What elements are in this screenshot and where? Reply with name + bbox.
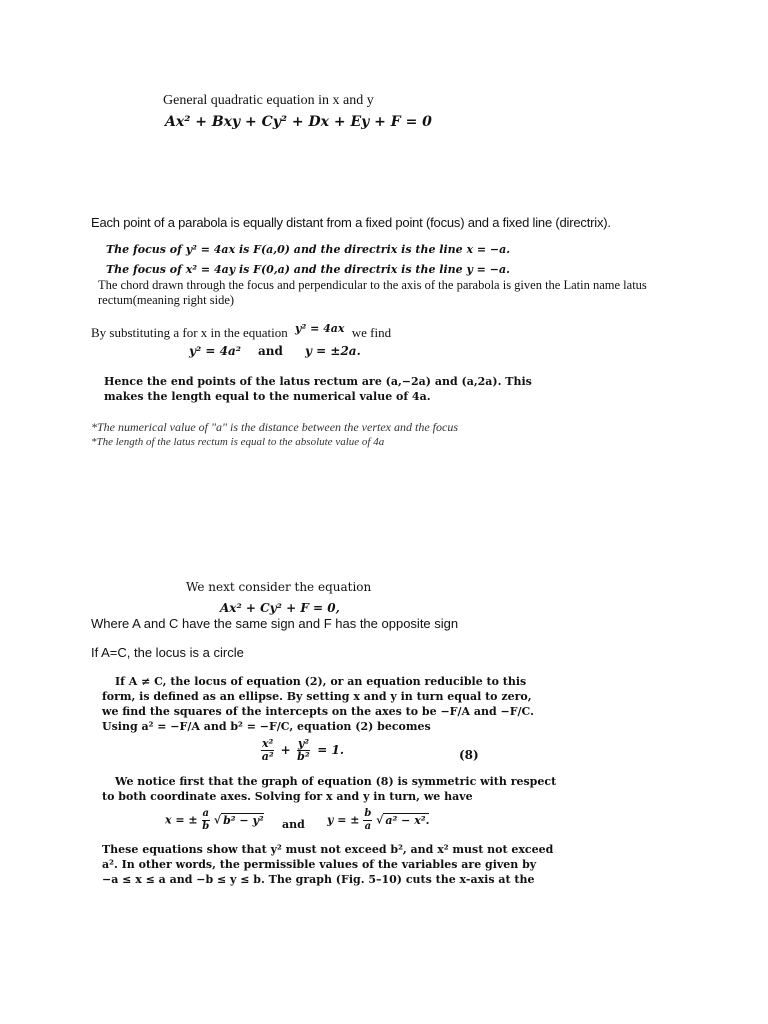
solution-x-radicand: b² − y² [223,813,264,827]
solution-y-lhs: y = ± [327,813,360,827]
same-sign-condition: Where A and C have the same sign and F has the opposite sign [91,616,459,631]
general-quadratic-equation: Ax² + Bxy + Cy² + Dx + Ey + F = 0 [165,114,432,130]
circle-condition: If A=C, the locus is a circle [91,645,244,660]
note-numerical-value-a: *The numerical value of "a" is the distance between the vertex and the focus [91,420,458,434]
parabola-focus-line-1: The focus of y² = 4ax is F(a,0) and the directrix is the line x = −a. [106,243,511,256]
equation-8-x-denominator: a² [261,750,274,763]
latus-rectum-endpoints-line-2: makes the length equal to the numerical value of 4a. [104,390,431,403]
solution-y-fraction [363,808,372,833]
substitution-intro [91,322,392,341]
sqrt-icon: √ [213,813,222,827]
solution-y-radicand: a² − x². [385,813,430,827]
equation-8-y-fraction [297,738,310,763]
parabola-definition: Each point of a parabola is equally distant from a fixed point (focus) and a fixed line (directrix). [91,215,611,230]
ellipse-para1-line2: form, is defined as an ellipse. By setting x and y in turn equal to zero, [102,690,532,703]
solution-and: and [282,818,305,831]
ellipse-para2-line2: to both coordinate axes. Solving for x and y in turn, we have [102,790,473,803]
substitution-result-and: and [258,344,283,358]
ellipse-para1-line3: we find the squares of the intercepts on the axes to be −F/A and −F/C. [102,705,534,718]
ellipse-para2-line1: We notice first that the graph of equation (8) is symmetric with respect [115,775,557,788]
general-quadratic-heading: General quadratic equation in x and y [163,93,374,108]
equation-8-plus: + [280,743,291,757]
ellipse-para3-line3: −a ≤ x ≤ a and −b ≤ y ≤ b. The graph (Fig. 5–10) cuts the x-axis at the [102,873,535,886]
equation-8-y-denominator: b² [297,750,310,763]
ellipse-general-equation: Ax² + Cy² + F = 0, [220,601,340,615]
latus-rectum-definition-line-2: rectum(meaning right side) [98,293,235,307]
substitution-intro-equation: y² = 4ax [295,322,345,335]
sqrt-icon: √ [376,813,384,827]
equation-8-rhs: = 1. [317,743,344,757]
solution-y-numerator: b [364,808,372,819]
ellipse-para3-line2: a². In other words, the permissible values of the variables are given by [102,858,537,871]
substitution-result-1: y² = 4a² [189,344,242,358]
solution-y [327,808,429,833]
latus-rectum-definition-line-1: The chord drawn through the focus and perpendicular to the axis of the parabola is given the Latin name latus [98,278,647,292]
equation-8-x-fraction [261,738,274,763]
equation-8-number: (8) [459,748,479,762]
solution-x-lhs: x = ± [165,813,198,827]
solution-y-denominator: a [364,821,372,832]
note-latus-rectum-length: *The length of the latus rectum is equal to the absolute value of 4a [91,436,385,448]
ellipse-para3-line1: These equations show that y² must not exceed b², and x² must not exceed [102,843,554,856]
substitution-result-2: y = ±2a. [305,344,361,358]
next-consider-text: We next consider the equation [186,580,372,594]
solution-x-numerator: a [202,808,209,819]
equation-8 [261,738,344,763]
ellipse-para1-line1: If A ≠ C, the locus of equation (2), or an equation reducible to this [115,675,527,688]
equation-8-x-numerator: x² [262,737,274,750]
ellipse-para1-line4: Using a² = −F/A and b² = −F/C, equation (2) becomes [102,720,431,733]
substitution-intro-text: By substituting a for x in the equation [91,325,288,340]
latus-rectum-endpoints-line-1: Hence the end points of the latus rectum are (a,−2a) and (a,2a). This [104,375,532,388]
solution-x-denominator: b [202,821,210,832]
solution-x-fraction [202,808,210,833]
solution-x [165,808,264,833]
substitution-intro-suffix: we find [351,325,392,340]
equation-8-y-numerator: y² [297,737,310,750]
parabola-focus-line-2: The focus of x² = 4ay is F(0,a) and the directrix is the line y = −a. [106,263,510,276]
